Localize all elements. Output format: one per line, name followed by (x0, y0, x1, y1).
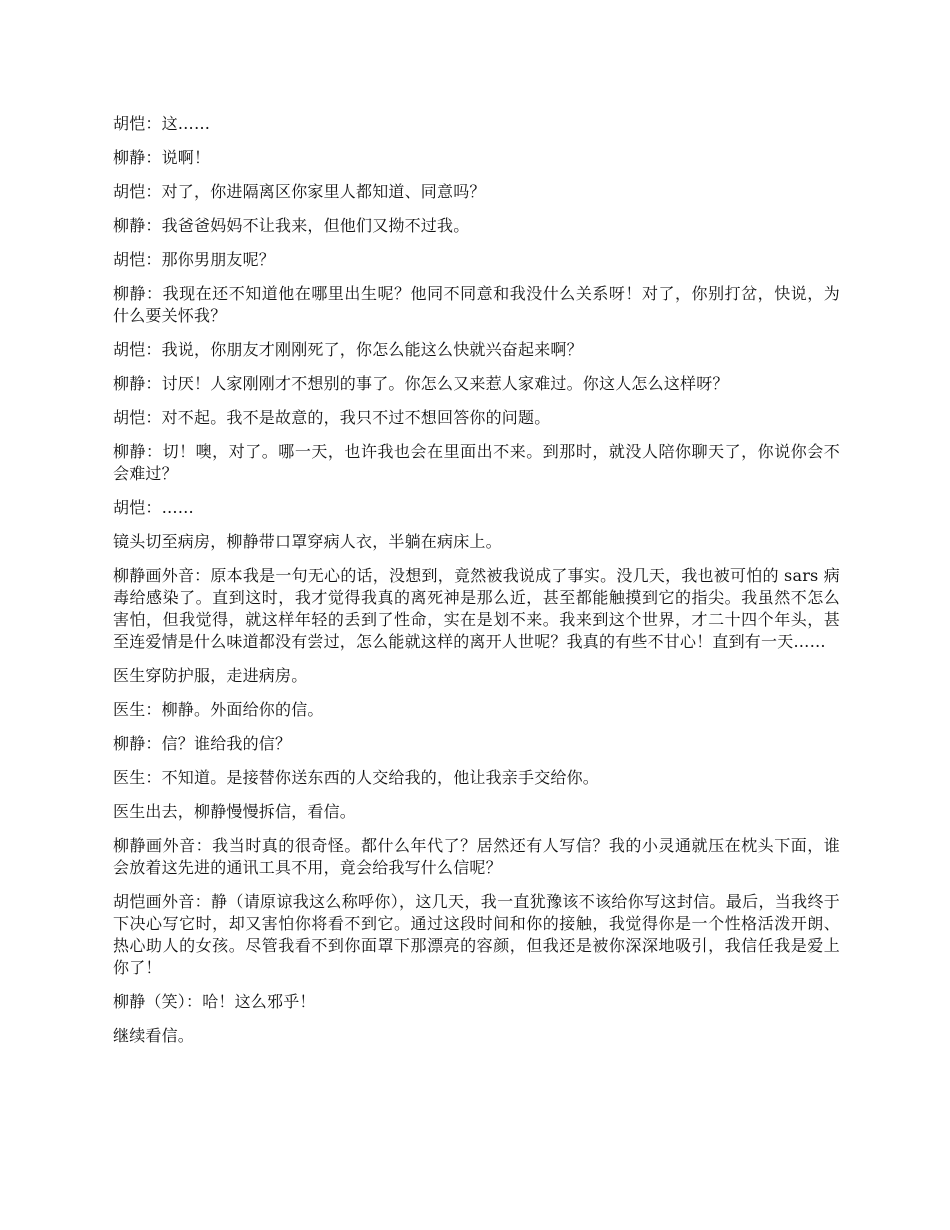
paragraph: 胡恺：我说，你朋友才刚刚死了，你怎么能这么快就兴奋起来啊？ (113, 340, 583, 359)
paragraph: 继续看信。 (113, 1026, 195, 1045)
paragraph: 镜头切至病房，柳静带口罩穿病人衣，半躺在病床上。 (113, 532, 502, 551)
paragraph: 柳静：我现在还不知道他在哪里出生呢？他同不同意和我没什么关系呀！对了，你别打岔，快说，为什么要关怀我？ (113, 284, 840, 325)
paragraph: 医生：柳静。外面给你的信。 (113, 700, 324, 719)
paragraph: 胡恺：这…… (113, 114, 211, 133)
paragraph: 柳静：我爸爸妈妈不让我来，但他们又拗不过我。 (113, 216, 470, 235)
paragraph: 柳静：说啊！ (113, 148, 211, 167)
paragraph: 医生穿防护服，走进病房。 (113, 666, 308, 685)
document-body (113, 113, 840, 1059)
paragraph: 柳静：信？谁给我的信？ (113, 734, 292, 753)
paragraph: 胡恺：那你男朋友呢？ (113, 250, 276, 269)
paragraph: 胡恺：对了，你进隔离区你家里人都知道、同意吗？ (113, 182, 486, 201)
paragraph: 医生：不知道。是接替你送东西的人交给我的，他让我亲手交给你。 (113, 768, 600, 787)
paragraph: 胡恺：…… (113, 498, 195, 517)
paragraph: 柳静画外音：原本我是一句无心的话，没想到，竟然被我说成了事实。没几天，我也被可怕的 sars 病毒给感染了。直到这时，我才觉得我真的离死神是那么近，甚至都能触摸到它的指尖。我虽然不怎么害怕，但我觉得，就这样年轻的丢到了性命，实在是划不来。我来到这个世界，才二十四个年头，甚至连爱情是什么味道都没有尝过，怎么能就这样的离开人世呢？我真的有些不甘心！直到有一天…… (113, 566, 840, 651)
paragraph: 胡恺：对不起。我不是故意的，我只不过不想回答你的问题。 (113, 408, 551, 427)
paragraph: 医生出去，柳静慢慢拆信，看信。 (113, 802, 357, 821)
paragraph: 柳静：讨厌！人家刚刚才不想别的事了。你怎么又来惹人家难过。你这人怎么这样呀？ (113, 374, 729, 393)
paragraph: 胡恺画外音：静（请原谅我这么称呼你），这几天，我一直犹豫该不该给你写这封信。最后，当我终于下决心写它时，却又害怕你将看不到它。通过这段时间和你的接触，我觉得你是一个性格活泼开朗、热心助人的女孩。尽管我看不到你面罩下那漂亮的容颜，但我还是被你深深地吸引，我信任我是爱上你了！ (113, 892, 840, 977)
paragraph: 柳静（笑）：哈！这么邪乎！ (113, 992, 316, 1011)
paragraph: 柳静画外音：我当时真的很奇怪。都什么年代了？居然还有人写信？我的小灵通就压在枕头下面，谁会放着这先进的通讯工具不用，竟会给我写什么信呢？ (113, 836, 840, 877)
paragraph: 柳静：切！噢，对了。哪一天，也许我也会在里面出不来。到那时，就没人陪你聊天了，你说你会不会难过？ (113, 442, 840, 483)
